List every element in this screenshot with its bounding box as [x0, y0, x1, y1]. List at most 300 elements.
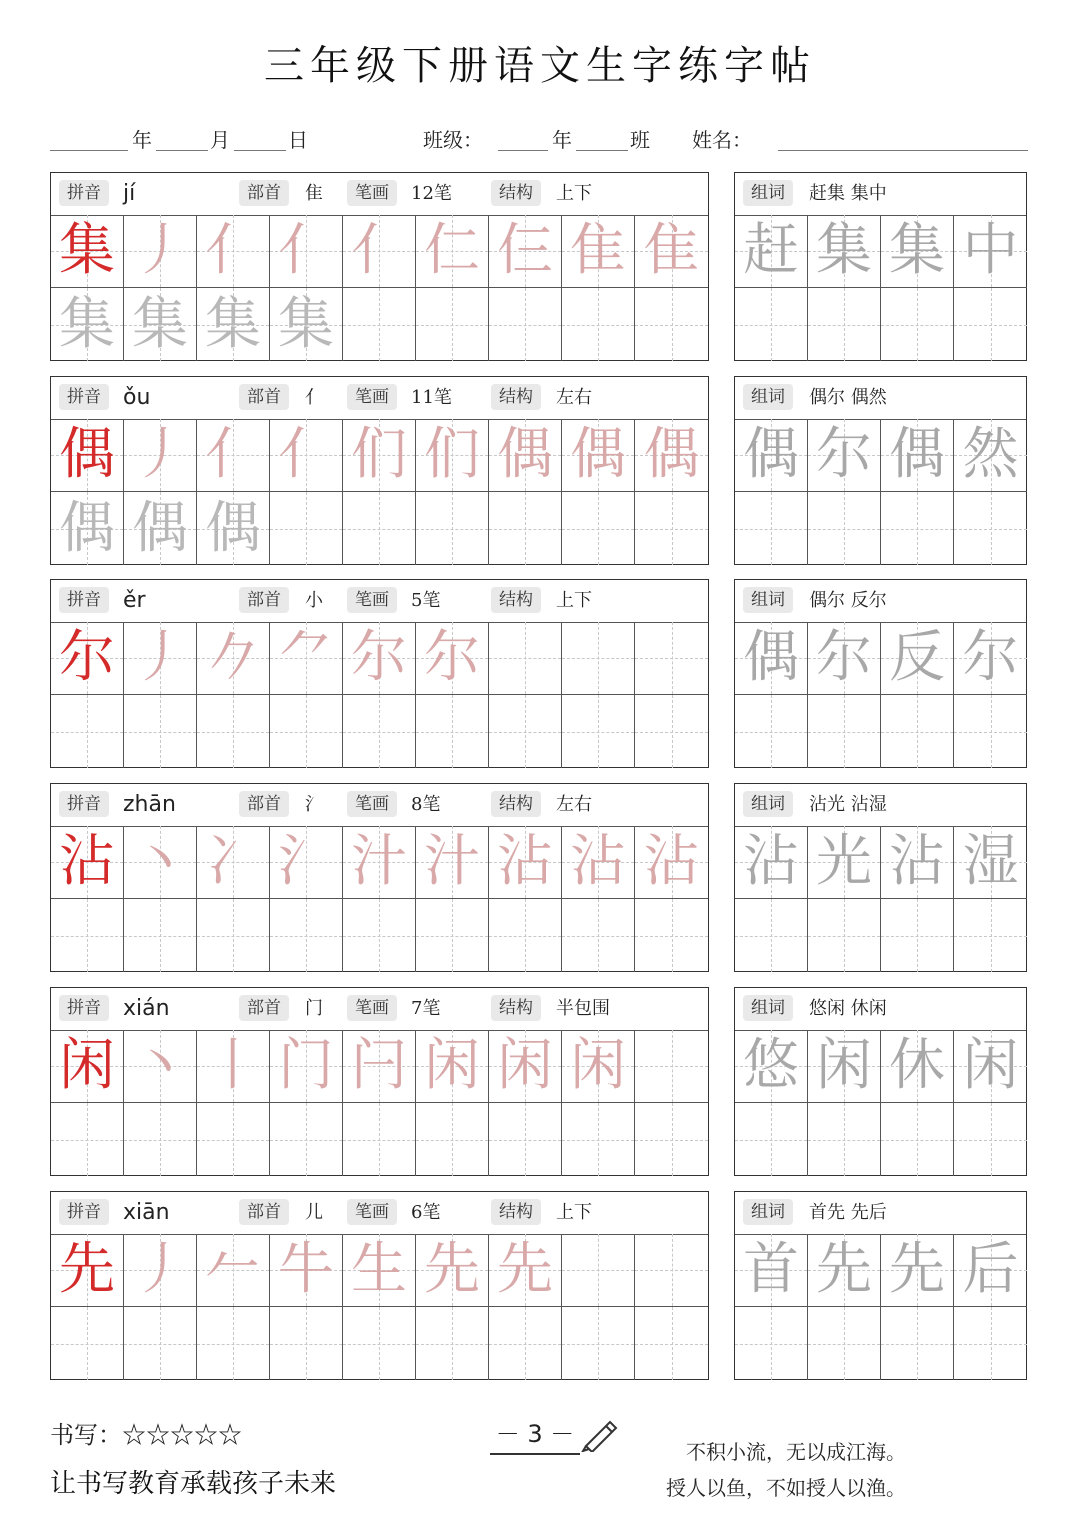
practice-cell[interactable] — [562, 492, 635, 565]
practice-cell[interactable] — [343, 288, 416, 361]
pinyin-value: ǒu — [123, 385, 151, 410]
word-character: 沾 — [889, 829, 945, 894]
ban-blank[interactable] — [576, 150, 628, 151]
words-panel-5 — [734, 987, 1027, 1176]
practice-cell[interactable] — [489, 1030, 562, 1103]
practice-cell[interactable] — [343, 622, 416, 695]
word-cell[interactable] — [808, 622, 881, 695]
stroke-step: 沾 — [497, 829, 553, 894]
stroke-step: 门 — [278, 1033, 334, 1098]
strokes-tag: 笔画 — [347, 587, 397, 613]
practice-cell[interactable] — [489, 215, 562, 288]
practice-cell[interactable] — [270, 826, 343, 899]
practice-cell[interactable] — [197, 288, 270, 361]
practice-cell[interactable] — [416, 1307, 489, 1380]
word-character: 首 — [743, 1237, 799, 1302]
word-cell[interactable] — [881, 1103, 954, 1176]
stroke-step: 沾 — [643, 829, 700, 894]
practice-cell[interactable] — [51, 826, 124, 899]
word-cell[interactable] — [735, 622, 808, 695]
practice-cell[interactable] — [635, 899, 708, 972]
pinyin-tag: 拼音 — [59, 1199, 109, 1225]
stroke-step: 隹 — [643, 218, 700, 283]
radical-tag: 部首 — [239, 1199, 289, 1225]
practice-cell[interactable] — [635, 288, 708, 361]
main-character: 闲 — [59, 1033, 115, 1098]
writing-rating: 书写：☆☆☆☆☆ — [50, 1421, 242, 1449]
practice-cell[interactable] — [635, 492, 708, 565]
structure-value: 左右 — [556, 794, 592, 815]
structure-value: 上下 — [556, 183, 592, 204]
strokes-tag: 笔画 — [347, 995, 397, 1021]
word-character: 先 — [816, 1237, 872, 1302]
year-blank[interactable] — [50, 150, 128, 151]
practice-cell[interactable] — [343, 1234, 416, 1307]
word-cell[interactable] — [808, 1030, 881, 1103]
word-character: 闲 — [816, 1033, 872, 1098]
structure-tag: 结构 — [491, 587, 541, 613]
word-cell[interactable] — [881, 1307, 954, 1380]
practice-cell[interactable] — [343, 695, 416, 768]
practice-cell[interactable] — [635, 1234, 708, 1307]
practice-cell[interactable] — [343, 899, 416, 972]
year-label: 年 — [132, 128, 152, 152]
char-panel-4 — [50, 783, 709, 972]
word-cell[interactable] — [881, 1234, 954, 1307]
words-panel-6 — [734, 1191, 1027, 1380]
stroke-step: 偶 — [643, 422, 700, 487]
practice-cell[interactable] — [270, 1103, 343, 1176]
stroke-step: 𠂉 — [205, 1237, 261, 1302]
practice-cell[interactable] — [51, 419, 124, 492]
practice-cell[interactable] — [562, 215, 635, 288]
pinyin-value: xián — [123, 996, 170, 1021]
stroke-step: 闩 — [351, 1033, 407, 1098]
main-character: 集 — [59, 218, 115, 283]
practice-cell[interactable] — [270, 288, 343, 361]
word-cell[interactable] — [735, 1307, 808, 1380]
practice-cell[interactable] — [562, 1103, 635, 1176]
practice-cell[interactable] — [562, 826, 635, 899]
stroke-step: 丿 — [132, 218, 188, 283]
practice-cell[interactable] — [489, 1103, 562, 1176]
practice-cell[interactable] — [562, 1307, 635, 1380]
practice-cell[interactable] — [343, 419, 416, 492]
word-cell[interactable] — [735, 1234, 808, 1307]
practice-cell[interactable] — [489, 899, 562, 972]
practice-cell[interactable] — [416, 288, 489, 361]
strokes-value: 5笔 — [411, 590, 441, 611]
month-blank[interactable] — [156, 150, 208, 151]
words-header — [735, 1192, 1026, 1235]
strokes-value: 12笔 — [411, 183, 452, 204]
stroke-step: 们 — [351, 422, 407, 487]
radical-tag: 部首 — [239, 384, 289, 410]
word-cell[interactable] — [881, 622, 954, 695]
strokes-value: 8笔 — [411, 794, 441, 815]
word-cell[interactable] — [954, 492, 1027, 565]
strokes-value: 7笔 — [411, 998, 441, 1019]
stroke-step: 偶 — [497, 422, 553, 487]
radical-tag: 部首 — [239, 587, 289, 613]
main-character: 先 — [59, 1237, 115, 1302]
word-cell[interactable] — [735, 695, 808, 768]
word-cell[interactable] — [954, 1030, 1027, 1103]
practice-cell[interactable] — [270, 695, 343, 768]
practice-cell[interactable] — [51, 695, 124, 768]
word-cell[interactable] — [808, 899, 881, 972]
practice-cell[interactable] — [562, 695, 635, 768]
stroke-step: 先 — [497, 1237, 553, 1302]
name-blank[interactable] — [778, 150, 1028, 151]
stroke-step: 汁 — [424, 829, 480, 894]
practice-cell[interactable] — [197, 1307, 270, 1380]
word-cell[interactable] — [735, 899, 808, 972]
practice-cell[interactable] — [197, 622, 270, 695]
practice-cell[interactable] — [562, 622, 635, 695]
stroke-step: 尔 — [424, 625, 480, 690]
stroke-step: 丿 — [132, 625, 188, 690]
words-header — [735, 173, 1026, 216]
stroke-step: 闲 — [497, 1033, 553, 1098]
char-header — [51, 784, 708, 827]
word-cell[interactable] — [881, 826, 954, 899]
practice-cell[interactable] — [416, 492, 489, 565]
words-header — [735, 580, 1026, 623]
practice-cell[interactable] — [197, 492, 270, 565]
word-cell[interactable] — [954, 419, 1027, 492]
practice-cell[interactable] — [124, 215, 197, 288]
char-header — [51, 580, 708, 623]
stroke-step: 丶 — [132, 1033, 188, 1098]
word-character: 偶 — [889, 422, 945, 487]
info-line — [50, 120, 1030, 160]
radical-value: 小 — [305, 590, 323, 611]
practice-cell[interactable] — [489, 826, 562, 899]
practice-cell[interactable] — [635, 1307, 708, 1380]
word-cell[interactable] — [808, 826, 881, 899]
words-panel-2 — [734, 376, 1027, 565]
words-tag: 组词 — [743, 384, 793, 410]
word-cell[interactable] — [735, 215, 808, 288]
practice-cell[interactable] — [416, 695, 489, 768]
class-label: 班级： — [423, 128, 483, 152]
word-cell[interactable] — [881, 695, 954, 768]
words-value: 偶尔 反尔 — [809, 590, 887, 611]
practice-cell[interactable] — [51, 1103, 124, 1176]
practice-cell[interactable] — [343, 1030, 416, 1103]
practice-cell[interactable] — [562, 1030, 635, 1103]
main-character: 偶 — [59, 422, 115, 487]
practice-cell[interactable] — [416, 215, 489, 288]
word-character: 偶 — [743, 625, 799, 690]
word-cell[interactable] — [881, 899, 954, 972]
stroke-step: 冫 — [205, 829, 261, 894]
practice-cell[interactable] — [51, 1030, 124, 1103]
strokes-value: 11笔 — [411, 387, 452, 408]
practice-cell[interactable] — [270, 492, 343, 565]
ban-label: 班 — [630, 128, 650, 152]
practice-cell[interactable] — [124, 899, 197, 972]
practice-cell[interactable] — [489, 1234, 562, 1307]
day-blank[interactable] — [234, 150, 286, 151]
word-cell[interactable] — [881, 492, 954, 565]
practice-cell[interactable] — [562, 1234, 635, 1307]
word-character: 后 — [962, 1237, 1019, 1302]
practice-cell[interactable] — [197, 899, 270, 972]
word-cell[interactable] — [808, 695, 881, 768]
practice-cell[interactable] — [270, 215, 343, 288]
word-character: 尔 — [816, 625, 872, 690]
practice-cell[interactable] — [635, 695, 708, 768]
char-panel-2 — [50, 376, 709, 565]
practice-cell[interactable] — [270, 622, 343, 695]
pen-icon — [580, 1416, 622, 1452]
word-cell[interactable] — [954, 1307, 1027, 1380]
practice-cell[interactable] — [343, 826, 416, 899]
practice-cell[interactable] — [635, 826, 708, 899]
stroke-step: 𠂊 — [205, 625, 261, 690]
practice-cell[interactable] — [51, 492, 124, 565]
radical-value: 门 — [305, 998, 323, 1019]
practice-cell[interactable] — [270, 1307, 343, 1380]
words-value: 赶集 集中 — [809, 183, 887, 204]
practice-cell[interactable] — [197, 215, 270, 288]
radical-value: 隹 — [305, 183, 323, 204]
word-cell[interactable] — [735, 492, 808, 565]
word-cell[interactable] — [735, 1103, 808, 1176]
words-panel-1 — [734, 172, 1027, 361]
main-character: 尔 — [59, 625, 115, 690]
words-value: 沾光 沾湿 — [809, 794, 887, 815]
stroke-step: 仨 — [497, 218, 553, 283]
word-cell[interactable] — [954, 288, 1027, 361]
word-cell[interactable] — [808, 419, 881, 492]
word-cell[interactable] — [808, 1103, 881, 1176]
practice-cell[interactable] — [343, 215, 416, 288]
char-panel-5 — [50, 987, 709, 1176]
practice-cell[interactable] — [124, 695, 197, 768]
practice-cell[interactable] — [124, 1307, 197, 1380]
structure-tag: 结构 — [491, 180, 541, 206]
practice-cell[interactable] — [489, 419, 562, 492]
word-cell[interactable] — [881, 1030, 954, 1103]
practice-cell[interactable] — [562, 419, 635, 492]
practice-cell[interactable] — [416, 826, 489, 899]
practice-cell[interactable] — [124, 826, 197, 899]
radical-tag: 部首 — [239, 995, 289, 1021]
word-cell[interactable] — [735, 826, 808, 899]
stroke-step: 亻 — [205, 218, 261, 283]
practice-cell[interactable] — [124, 1103, 197, 1176]
word-cell[interactable] — [881, 288, 954, 361]
pinyin-tag: 拼音 — [59, 587, 109, 613]
practice-cell[interactable] — [343, 492, 416, 565]
word-cell[interactable] — [881, 419, 954, 492]
stroke-step: 偶 — [570, 422, 626, 487]
word-cell[interactable] — [808, 1307, 881, 1380]
word-cell[interactable] — [954, 622, 1027, 695]
char-panel-6 — [50, 1191, 709, 1380]
word-cell[interactable] — [881, 215, 954, 288]
radical-tag: 部首 — [239, 791, 289, 817]
word-character: 湿 — [962, 829, 1019, 894]
practice-cell[interactable] — [124, 419, 197, 492]
word-character: 沾 — [743, 829, 799, 894]
grade-blank[interactable] — [498, 150, 548, 151]
stroke-step: 丿 — [132, 1237, 188, 1302]
quote-line-2: 授人以鱼，不如授人以渔。 — [666, 1476, 906, 1500]
practice-cell[interactable] — [124, 1234, 197, 1307]
pinyin-tag: 拼音 — [59, 995, 109, 1021]
trace-character: 集 — [132, 291, 188, 357]
stroke-step: 尔 — [351, 625, 407, 690]
word-cell[interactable] — [735, 419, 808, 492]
strokes-tag: 笔画 — [347, 1199, 397, 1225]
word-cell[interactable] — [735, 1030, 808, 1103]
practice-cell[interactable] — [197, 826, 270, 899]
practice-cell[interactable] — [562, 288, 635, 361]
practice-cell[interactable] — [635, 1030, 708, 1103]
practice-cell[interactable] — [270, 899, 343, 972]
page-number: － 3 － — [490, 1414, 580, 1455]
stroke-step: 亻 — [278, 218, 334, 283]
practice-cell[interactable] — [416, 1234, 489, 1307]
word-character: 尔 — [816, 422, 872, 487]
words-tag: 组词 — [743, 791, 793, 817]
word-character: 赶 — [743, 218, 799, 283]
pinyin-value: zhān — [123, 792, 176, 817]
stroke-step: 丨 — [205, 1033, 261, 1098]
word-character: 中 — [962, 218, 1019, 283]
practice-cell[interactable] — [51, 899, 124, 972]
practice-cell[interactable] — [197, 1103, 270, 1176]
practice-cell[interactable] — [270, 419, 343, 492]
words-value: 偶尔 偶然 — [809, 387, 887, 408]
practice-cell[interactable] — [489, 622, 562, 695]
stroke-step: 闲 — [424, 1033, 480, 1098]
char-header — [51, 173, 708, 216]
word-character: 反 — [889, 625, 945, 690]
word-character: 休 — [889, 1033, 945, 1098]
char-header — [51, 988, 708, 1031]
word-character: 尔 — [962, 625, 1019, 690]
word-cell[interactable] — [954, 1103, 1027, 1176]
practice-cell[interactable] — [635, 622, 708, 695]
word-cell[interactable] — [954, 1234, 1027, 1307]
practice-cell[interactable] — [562, 899, 635, 972]
stroke-step: 氵 — [278, 829, 334, 894]
word-cell[interactable] — [808, 1234, 881, 1307]
pinyin-value: ěr — [123, 588, 146, 613]
practice-cell[interactable] — [124, 492, 197, 565]
slogan: 让书写教育承载孩子未来 — [50, 1469, 337, 1499]
practice-cell[interactable] — [197, 695, 270, 768]
practice-cell[interactable] — [489, 288, 562, 361]
structure-tag: 结构 — [491, 384, 541, 410]
practice-cell[interactable] — [51, 288, 124, 361]
practice-cell[interactable] — [489, 492, 562, 565]
trace-character: 偶 — [132, 495, 188, 561]
structure-value: 上下 — [556, 1202, 592, 1223]
stroke-step: 闲 — [570, 1033, 626, 1098]
grade-label: 年 — [552, 128, 572, 152]
pinyin-value: xiān — [123, 1200, 170, 1225]
stroke-step: 丿 — [132, 422, 188, 487]
practice-cell[interactable] — [197, 419, 270, 492]
radical-value: 氵 — [305, 794, 323, 815]
words-tag: 组词 — [743, 1199, 793, 1225]
practice-cell[interactable] — [51, 1234, 124, 1307]
word-character: 偶 — [743, 422, 799, 487]
practice-cell[interactable] — [124, 622, 197, 695]
word-cell[interactable] — [735, 288, 808, 361]
practice-cell[interactable] — [51, 215, 124, 288]
practice-cell[interactable] — [124, 1030, 197, 1103]
pinyin-tag: 拼音 — [59, 180, 109, 206]
practice-cell[interactable] — [416, 419, 489, 492]
word-cell[interactable] — [954, 899, 1027, 972]
word-cell[interactable] — [808, 492, 881, 565]
practice-cell[interactable] — [197, 1234, 270, 1307]
structure-tag: 结构 — [491, 791, 541, 817]
practice-cell[interactable] — [51, 1307, 124, 1380]
stroke-step: 亻 — [205, 422, 261, 487]
word-character: 悠 — [743, 1033, 799, 1098]
practice-cell[interactable] — [489, 1307, 562, 1380]
practice-cell[interactable] — [416, 899, 489, 972]
structure-value: 半包围 — [556, 998, 610, 1019]
word-cell[interactable] — [954, 215, 1027, 288]
word-character: 先 — [889, 1237, 945, 1302]
stroke-step: ⺈ — [278, 625, 334, 690]
name-label: 姓名： — [692, 128, 752, 152]
stroke-step: 汁 — [351, 829, 407, 894]
month-label: 月 — [210, 128, 230, 152]
trace-character: 偶 — [205, 495, 261, 561]
words-header — [735, 784, 1026, 827]
structure-tag: 结构 — [491, 1199, 541, 1225]
strokes-tag: 笔画 — [347, 791, 397, 817]
practice-cell[interactable] — [124, 288, 197, 361]
practice-cell[interactable] — [270, 1234, 343, 1307]
strokes-tag: 笔画 — [347, 180, 397, 206]
practice-cell[interactable] — [343, 1307, 416, 1380]
word-cell[interactable] — [954, 826, 1027, 899]
word-cell[interactable] — [808, 215, 881, 288]
practice-cell[interactable] — [635, 419, 708, 492]
practice-cell[interactable] — [416, 1030, 489, 1103]
word-cell[interactable] — [808, 288, 881, 361]
practice-cell[interactable] — [635, 215, 708, 288]
radical-value: 亻 — [305, 387, 323, 408]
stroke-step: 亻 — [351, 218, 407, 283]
practice-cell[interactable] — [51, 622, 124, 695]
day-label: 日 — [288, 128, 308, 152]
structure-tag: 结构 — [491, 995, 541, 1021]
structure-value: 左右 — [556, 387, 592, 408]
stroke-step: 牛 — [278, 1237, 334, 1302]
practice-cell[interactable] — [416, 622, 489, 695]
practice-cell[interactable] — [489, 695, 562, 768]
practice-cell[interactable] — [416, 1103, 489, 1176]
words-panel-3 — [734, 579, 1027, 768]
practice-cell[interactable] — [270, 1030, 343, 1103]
practice-cell[interactable] — [343, 1103, 416, 1176]
practice-cell[interactable] — [635, 1103, 708, 1176]
word-cell[interactable] — [954, 695, 1027, 768]
practice-cell[interactable] — [197, 1030, 270, 1103]
